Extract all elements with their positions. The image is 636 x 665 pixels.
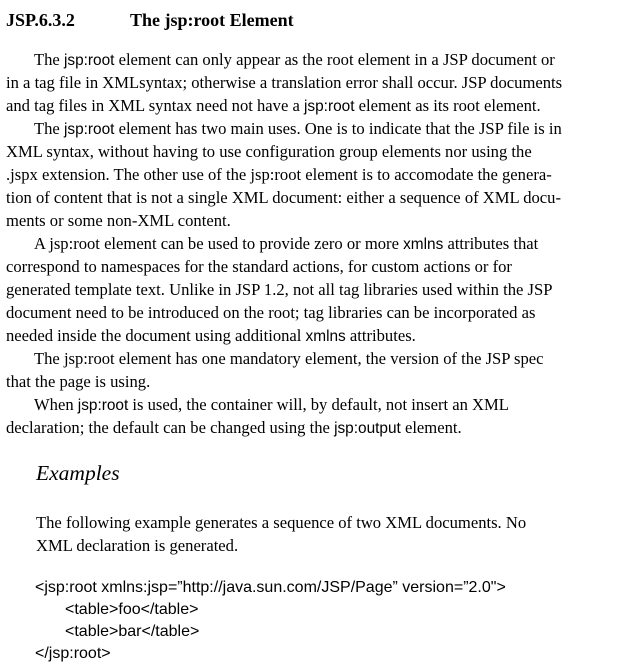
- text-run: element can only appear as the root element in a JSP document or: [114, 50, 555, 69]
- paragraph: [36, 511, 628, 557]
- text-run: in a tag file in XMLsyntax; otherwise a translation error shall occur. JSP documents: [6, 73, 563, 92]
- text-run: element.: [400, 418, 462, 437]
- text-run: is used, the container will, by default, not insert an XML: [128, 395, 509, 414]
- paragraph: [6, 48, 628, 117]
- code-line: <table>foo</table>: [65, 601, 199, 618]
- inline-code: jsp:root: [63, 121, 115, 138]
- text-run: The: [34, 119, 64, 138]
- code-line: <table>bar</table>: [65, 623, 200, 640]
- text-line: [6, 278, 628, 301]
- text-run: The: [34, 50, 64, 69]
- inline-code: jsp:root: [77, 397, 129, 414]
- paragraph: [6, 347, 628, 393]
- text-line: [6, 209, 628, 232]
- text-line: [6, 186, 628, 209]
- text-line: [6, 370, 628, 393]
- paragraph: [6, 393, 628, 439]
- inline-code: jsp:root: [63, 52, 115, 69]
- text-run: needed inside the document using additional: [6, 326, 306, 345]
- inline-code: xmlns: [305, 328, 346, 345]
- text-line: [6, 301, 628, 324]
- text-line: [36, 511, 628, 534]
- text-run: The following example generates a sequence of two XML documents. No: [36, 513, 527, 532]
- text-line: [6, 94, 628, 117]
- section-title: The jsp:root Element: [130, 10, 294, 30]
- text-run: correspond to namespaces for the standard actions, for custom actions or for: [6, 257, 512, 276]
- text-line: [6, 416, 628, 439]
- text-line: [6, 347, 628, 370]
- text-run: document need to be introduced on the root; tag libraries can be incorporated as: [6, 303, 536, 322]
- code-line: <jsp:root xmlns:jsp=”http://java.sun.com/JSP/Page” version=”2.0">: [35, 579, 506, 596]
- inline-code: jsp:output: [334, 420, 401, 437]
- paragraph: [6, 232, 628, 347]
- example-intro-paragraph: [36, 511, 628, 557]
- text-run: declaration; the default can be changed using the: [6, 418, 335, 437]
- section-number: JSP.6.3.2: [6, 10, 75, 30]
- text-run: generated template text. Unlike in JSP 1.2, not all tag libraries used within the JSP: [6, 280, 553, 299]
- text-line: [6, 71, 628, 94]
- text-line: [6, 324, 628, 347]
- text-line: [36, 534, 628, 557]
- text-run: attributes.: [345, 326, 416, 345]
- text-run: tion of content that is not a single XML document: either a sequence of XML docu-: [6, 188, 561, 207]
- inline-code: xmlns: [403, 236, 444, 253]
- text-run: When: [34, 395, 78, 414]
- text-line: [6, 117, 628, 140]
- text-run: ments or some non-XML content.: [6, 211, 231, 230]
- examples-heading: Examples: [36, 461, 120, 485]
- section-heading: [6, 9, 628, 31]
- code-line: </jsp:root>: [35, 645, 111, 662]
- text-line: [6, 48, 628, 71]
- text-run: XML syntax, without having to use configuration group elements nor using the: [6, 142, 532, 161]
- text-run: XML declaration is generated.: [36, 536, 239, 555]
- text-run: and tag files in XML syntax need not have a: [6, 96, 304, 115]
- text-run: element as its root element.: [354, 96, 541, 115]
- code-block: [35, 577, 628, 665]
- text-run: attributes that: [443, 234, 539, 253]
- text-run: The jsp:root element has one mandatory element, the version of the JSP spec: [34, 349, 544, 368]
- text-line: [6, 232, 628, 255]
- text-line: [6, 163, 628, 186]
- section-body: [6, 48, 628, 439]
- text-run: .jspx extension. The other use of the jsp:root element is to accomodate the genera-: [6, 165, 552, 184]
- text-run: element has two main uses. One is to indicate that the JSP file is in: [114, 119, 562, 138]
- text-line: [6, 140, 628, 163]
- inline-code: jsp:root: [304, 98, 355, 115]
- text-line: [6, 255, 628, 278]
- text-run: that the page is using.: [6, 372, 151, 391]
- text-run: A jsp:root element can be used to provide zero or more: [34, 234, 404, 253]
- text-line: [6, 393, 628, 416]
- paragraph: [6, 117, 628, 232]
